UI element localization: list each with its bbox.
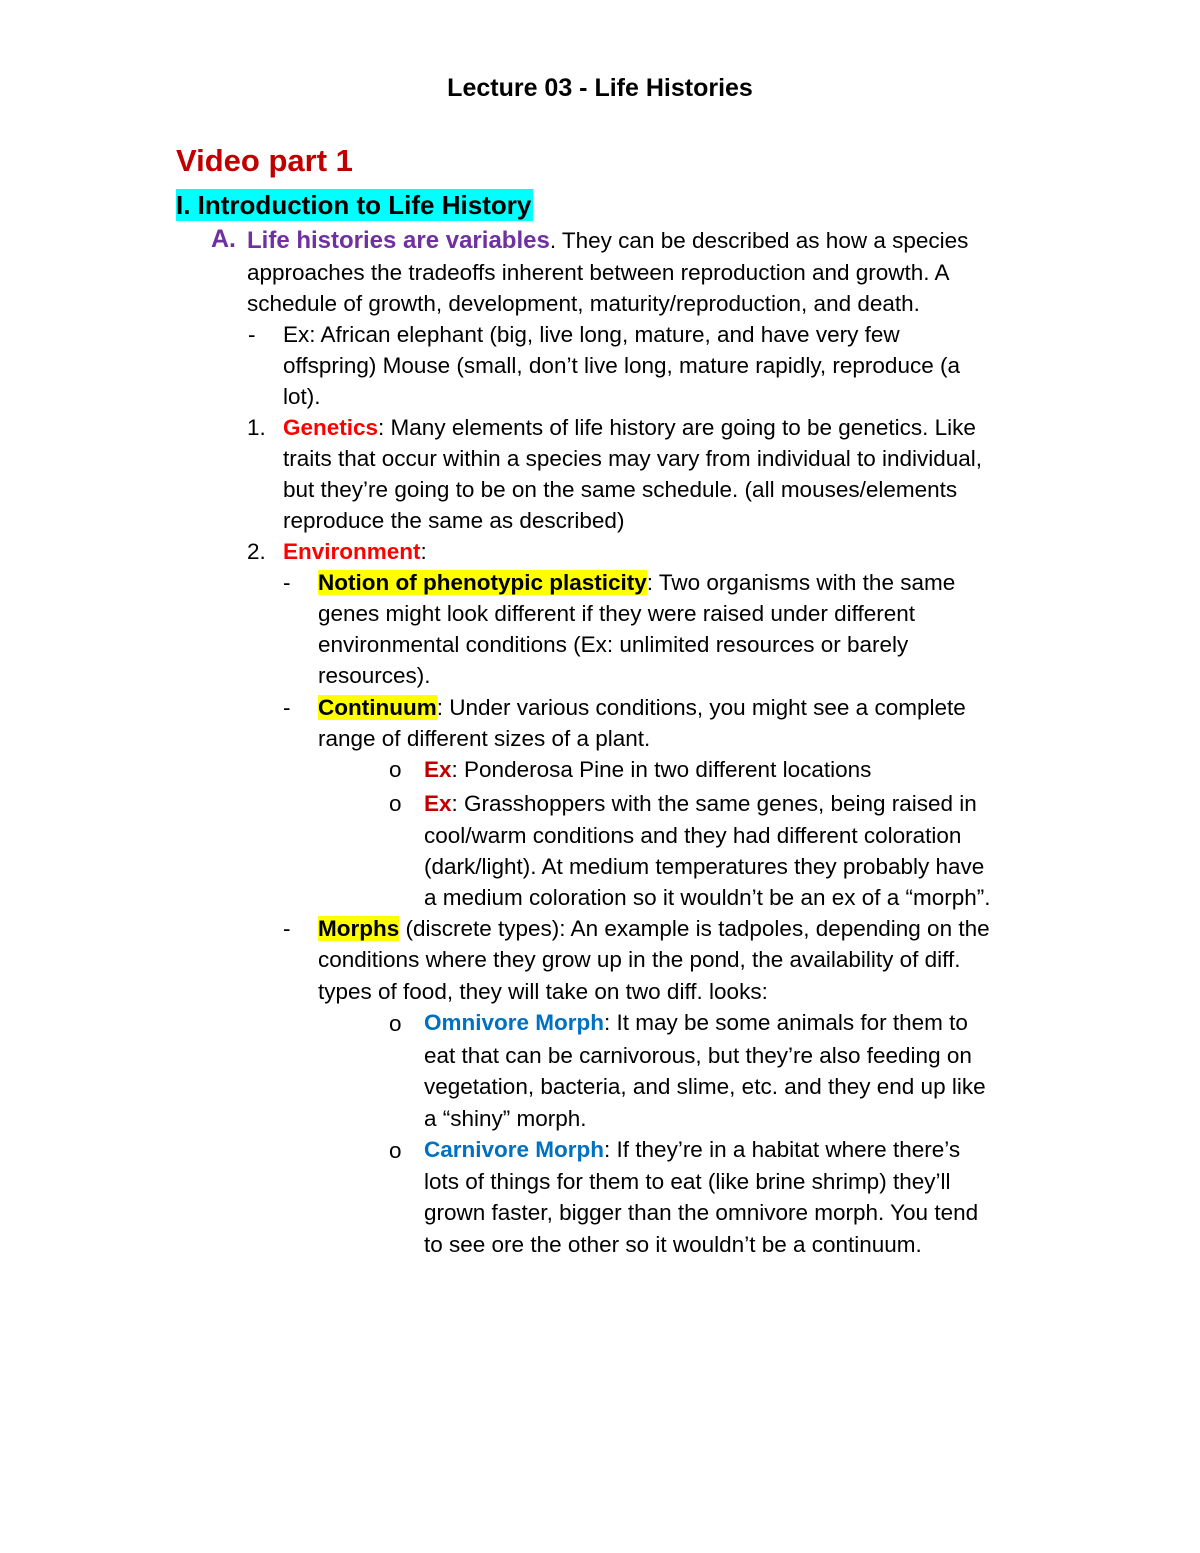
genetics-text: : Many elements of life history are going to be genetics. Like xyxy=(378,415,976,440)
carnivore-term: Carnivore Morph xyxy=(424,1137,605,1162)
document-title: Lecture 03 - Life Histories xyxy=(447,74,753,102)
continuum-text: : Under various conditions, you might see a complete xyxy=(436,695,966,720)
ex2-term: Ex xyxy=(424,791,452,816)
continuum-ex1-line xyxy=(424,754,871,785)
video-heading: Video part 1 xyxy=(176,143,353,178)
genetics-line-1 xyxy=(283,412,976,443)
ex1-term: Ex xyxy=(424,757,452,782)
omnivore-term: Omnivore Morph xyxy=(424,1010,605,1035)
point-a-text: . They can be described as how a species xyxy=(549,228,969,253)
list-number-1: 1. xyxy=(247,415,266,440)
morphs-line-3: types of food, they will take on two diff. looks: xyxy=(318,979,768,1004)
plasticity-line-4: resources). xyxy=(318,663,431,688)
bullet-circle: o xyxy=(389,757,402,782)
point-a-line-2: approaches the tradeoffs inherent between reproduction and growth. A xyxy=(247,260,950,285)
continuum-ex2-line-1 xyxy=(424,788,977,819)
environment-line xyxy=(283,536,427,567)
continuum-ex2-line-3: (dark/light). At medium temperatures they probably have xyxy=(424,854,985,879)
carnivore-line-1 xyxy=(424,1134,960,1165)
omnivore-text: : It may be some animals for them to xyxy=(604,1010,968,1035)
bullet-circle: o xyxy=(389,1011,402,1036)
carnivore-line-4: to see ore the other so it wouldn’t be a continuum. xyxy=(424,1232,922,1257)
continuum-term: Continuum xyxy=(318,695,437,720)
carnivore-text: : If they’re in a habitat where there’s xyxy=(604,1137,961,1162)
genetics-line-3: but they’re going to be on the same schedule. (all mouses/elements xyxy=(283,477,958,502)
genetics-term: Genetics xyxy=(283,415,379,440)
plasticity-line-3: environmental conditions (Ex: unlimited resources or barely xyxy=(318,632,909,657)
point-a-line-1 xyxy=(247,225,968,256)
plasticity-text: : Two organisms with the same xyxy=(646,570,956,595)
morphs-term: Morphs xyxy=(318,916,400,941)
bullet-dash: - xyxy=(283,916,291,941)
point-a-marker: A. xyxy=(211,225,236,253)
environment-text: : xyxy=(420,539,427,564)
morphs-line-1 xyxy=(318,913,990,944)
bullet-circle: o xyxy=(389,1138,402,1163)
section-heading: I. Introduction to Life History xyxy=(176,190,532,220)
elephant-line-2: offspring) Mouse (small, don’t live long, mature rapidly, reproduce (a xyxy=(283,353,960,378)
ex2-text: : Grasshoppers with the same genes, being raised in xyxy=(451,791,977,816)
morphs-line-2: conditions where they grow up in the pond, the availability of diff. xyxy=(318,947,961,972)
omnivore-line-4: a “shiny” morph. xyxy=(424,1106,587,1131)
bullet-dash: - xyxy=(248,322,256,347)
plasticity-term: Notion of phenotypic plasticity xyxy=(318,570,647,595)
carnivore-line-3: grown faster, bigger than the omnivore morph. You tend xyxy=(424,1200,979,1225)
continuum-line-1 xyxy=(318,692,966,723)
bullet-circle: o xyxy=(389,791,402,816)
ex1-text: : Ponderosa Pine in two different locations xyxy=(451,757,872,782)
genetics-line-2: traits that occur within a species may vary from individual to individual, xyxy=(283,446,983,471)
bullet-dash: - xyxy=(283,695,291,720)
genetics-line-4: reproduce the same as described) xyxy=(283,508,625,533)
elephant-line-1: Ex: African elephant (big, live long, mature, and have very few xyxy=(283,322,900,347)
plasticity-line-2: genes might look different if they were raised under different xyxy=(318,601,916,626)
list-number-2: 2. xyxy=(247,539,266,564)
continuum-ex2-line-2: cool/warm conditions and they had different coloration xyxy=(424,823,962,848)
continuum-ex2-line-4: a medium coloration so it wouldn’t be an ex of a “morph”. xyxy=(424,885,991,910)
omnivore-line-3: vegetation, bacteria, and slime, etc. and they end up like xyxy=(424,1074,986,1099)
point-a-line-3: schedule of growth, development, maturity/reproduction, and death. xyxy=(247,291,920,316)
point-a-term: Life histories are variables xyxy=(247,227,550,254)
carnivore-line-2: lots of things for them to eat (like brine shrimp) they’ll xyxy=(424,1169,951,1194)
omnivore-line-2: eat that can be carnivorous, but they’re also feeding on xyxy=(424,1043,972,1068)
elephant-line-3: lot). xyxy=(283,384,321,409)
omnivore-line-1 xyxy=(424,1007,968,1038)
environment-term: Environment xyxy=(283,539,421,564)
bullet-dash: - xyxy=(283,570,291,595)
continuum-line-2: range of different sizes of a plant. xyxy=(318,726,651,751)
plasticity-line-1 xyxy=(318,567,955,598)
morphs-text: (discrete types): An example is tadpoles, depending on the xyxy=(399,916,990,941)
